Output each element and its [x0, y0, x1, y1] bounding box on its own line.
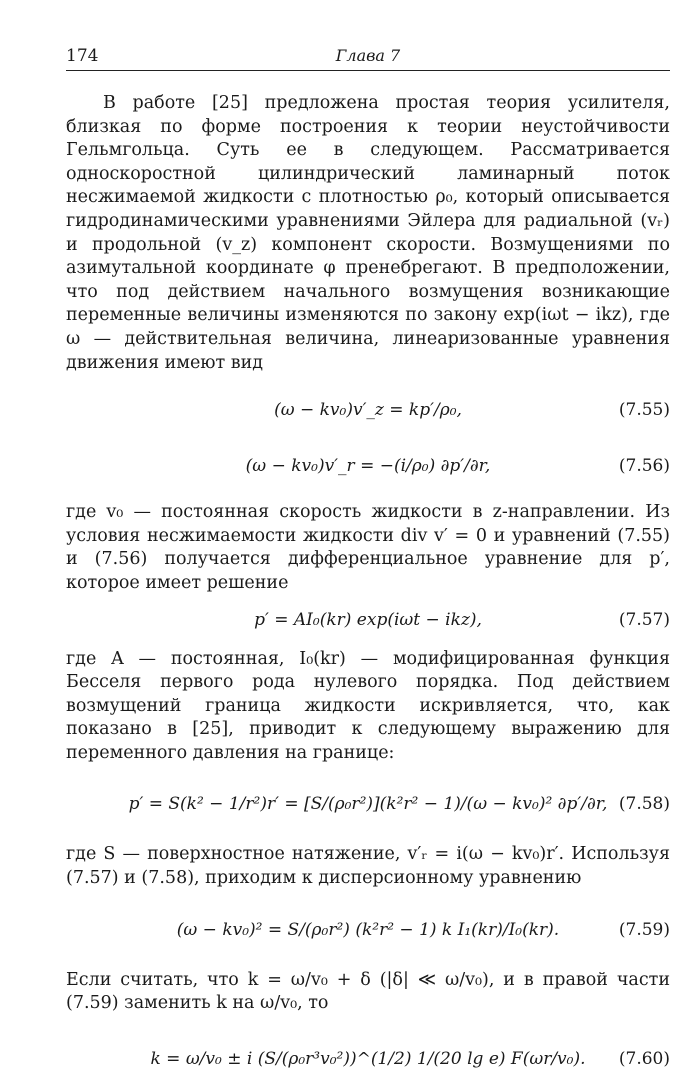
equation-7-58 [66, 775, 670, 833]
equation-7-57 [66, 602, 670, 638]
equation-7-57-body: p′ = AI₀(kr) exp(iωt − ikz), [254, 609, 482, 630]
equation-number: (7.55) [618, 400, 670, 421]
equation-number: (7.58) [618, 794, 670, 815]
running-head: Глава 7 [335, 46, 401, 65]
equation-number: (7.59) [618, 919, 670, 940]
equation-7-55 [66, 385, 670, 435]
equation-number: (7.57) [618, 609, 670, 630]
page-number: 174 [66, 46, 99, 66]
equation-7-55-body: (ω − kv₀)v′_z = kp′/ρ₀, [274, 400, 462, 421]
paragraph-1: В работе [25] предложена простая теория усилителя, близкая по форме построения к теории неустойчивости Гельмгольца. Суть ее в следующем. Рассматривается односкоростной цилиндрический ламинарный поток несжимаемой жидкости с плотностью ρ₀, который описывается гидродинамическими уравнениями Эйлера для радиальной (vᵣ) и продольной (v_z) компонент скорости. Возмущениями по азимутальной координате φ пренебрегают. В предположении, что под действием начального возмущения возникающие переменные величины изменяются по закону exp(iωt − ikz), где ω — действительная величина, линеаризованные уравнения движения имеют вид [66, 93, 670, 373]
equation-7-60 [66, 1030, 670, 1088]
equation-7-60-body: k = ω/v₀ ± i (S/(ρ₀r³v₀²))^(1/2) 1/(20 lg e) F(ωr/v₀). [150, 1048, 586, 1069]
paragraph-2: где v₀ — постоянная скорость жидкости в z-направлении. Из условия несжимаемости жидкости div v′ = 0 и уравнений (7.55) и (7.56) получается дифференциальное уравнение для p′, которое имеет решение [66, 502, 670, 593]
paragraph-4: где S — поверхностное натяжение, v′ᵣ = i(ω − kv₀)r′. Используя (7.57) и (7.58), приходим к дисперсионному уравнению [66, 844, 670, 889]
equation-7-56 [66, 441, 670, 491]
paragraph-3: где A — постоянная, I₀(kr) — модифицированная функция Бесселя первого рода нулевого порядка. Под действием возмущений граница жидкости искривляется, что, как показано в [25], приводит к следующему выражению для переменного давления на границе: [66, 648, 670, 763]
page-header [66, 46, 670, 71]
page-body [66, 92, 670, 1088]
equation-number: (7.60) [618, 1048, 670, 1069]
equation-7-59 [66, 901, 670, 959]
equation-7-58-body: p′ = S(k² − 1/r²)r′ = [S/(ρ₀r²)](k²r² − 1)/(ω − kv₀)² ∂p′/∂r, [128, 794, 608, 815]
paragraph-5: Если считать, что k = ω/v₀ + δ (|δ| ≪ ω/v₀), и в правой части (7.59) заменить k на ω/v₀, то [66, 969, 670, 1014]
equation-7-59-body: (ω − kv₀)² = S/(ρ₀r²) (k²r² − 1) k I₁(kr)/I₀(kr). [176, 919, 560, 940]
equation-number: (7.56) [618, 456, 670, 477]
equation-7-56-body: (ω − kv₀)v′_r = −(i/ρ₀) ∂p′/∂r, [245, 456, 491, 477]
